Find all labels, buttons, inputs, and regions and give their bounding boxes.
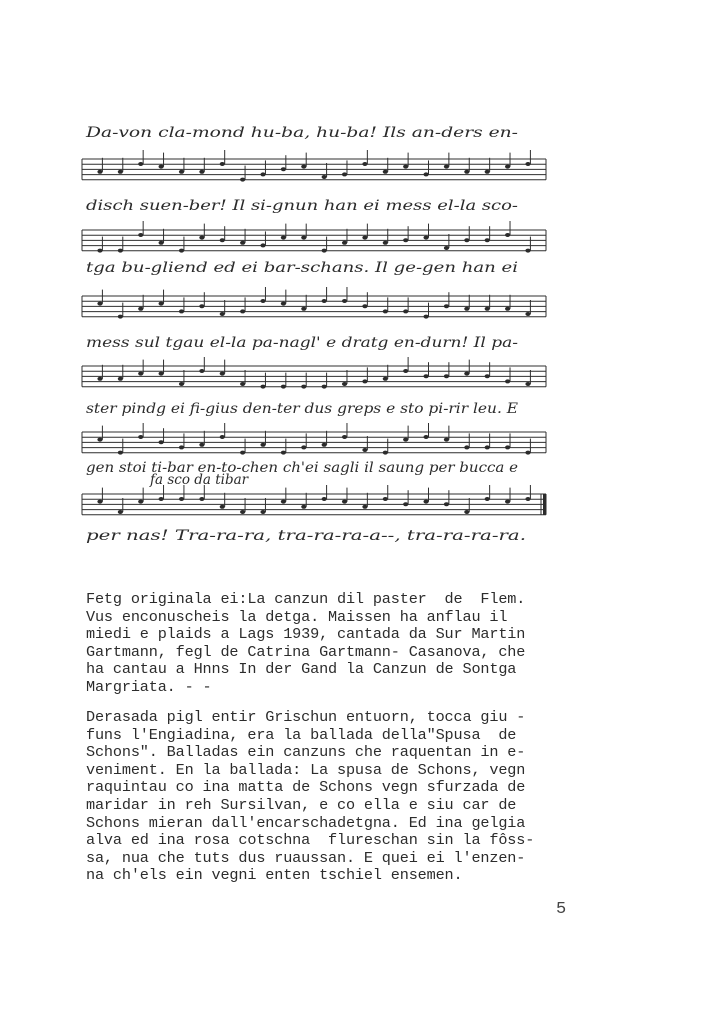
- note: [403, 165, 408, 169]
- note: [525, 382, 530, 386]
- note: [159, 372, 164, 376]
- note: [444, 438, 449, 442]
- note: [281, 236, 286, 240]
- text-line: alva ed ina rosa cotschna flureschan sin la fôss-: [86, 831, 535, 850]
- note: [505, 233, 510, 237]
- note: [464, 510, 469, 514]
- note: [485, 374, 490, 378]
- lyric-line: per nas! Tra-ra-ra, tra-ra-ra-a--, tra-ra-ra-ra.: [86, 528, 526, 544]
- note: [423, 435, 428, 439]
- note: [159, 165, 164, 169]
- text-line: Gartmann, fegl de Catrina Gartmann- Casanova, che: [86, 642, 526, 661]
- note: [444, 374, 449, 378]
- note: [464, 307, 469, 311]
- note: [240, 241, 245, 245]
- paragraph-origin: [86, 591, 686, 697]
- note: [464, 238, 469, 242]
- note: [383, 241, 388, 245]
- staff: [82, 485, 546, 515]
- page-number: 5: [556, 900, 567, 919]
- note: [260, 510, 265, 514]
- note: [342, 241, 347, 245]
- staff: [82, 221, 546, 253]
- note: [138, 500, 143, 504]
- note: [179, 497, 184, 501]
- note: [138, 233, 143, 237]
- text-line: veniment. En la ballada: La spusa de Schons, vegn: [86, 760, 526, 779]
- note: [220, 312, 225, 316]
- note: [138, 372, 143, 376]
- text-line: Derasada pigl entir Grischun entuorn, tocca giu -: [86, 708, 526, 726]
- text-line: ha cantau a Hnns In der Gand la Canzun de Sontga: [86, 660, 517, 679]
- note: [505, 445, 510, 449]
- note: [260, 299, 265, 303]
- note: [179, 445, 184, 449]
- note: [179, 170, 184, 174]
- staff: [82, 287, 546, 319]
- note: [383, 170, 388, 174]
- note: [97, 170, 102, 174]
- note: [281, 385, 286, 389]
- note: [362, 505, 367, 509]
- note: [505, 379, 510, 383]
- note: [118, 315, 123, 319]
- note: [423, 172, 428, 176]
- note: [179, 309, 184, 313]
- text-line: Fetg originala ei:La canzun dil paster de Flem.: [86, 590, 526, 608]
- note: [199, 443, 204, 447]
- note: [444, 246, 449, 250]
- note: [505, 500, 510, 504]
- note: [423, 500, 428, 504]
- note: [362, 236, 367, 240]
- note: [505, 307, 510, 311]
- note: [342, 500, 347, 504]
- note: [423, 315, 428, 319]
- note: [301, 385, 306, 389]
- note: [118, 377, 123, 381]
- performance-annotation: fa sco da tibar: [150, 472, 249, 488]
- note: [118, 510, 123, 514]
- note: [97, 500, 102, 504]
- note: [485, 497, 490, 501]
- lyric-line: gen stoi ti-bar en-to-chen ch'ei sagli il saung per bucca e: [86, 460, 518, 476]
- note: [118, 170, 123, 174]
- staff: [82, 150, 546, 182]
- text-line: Vus enconuscheis la detga. Maissen ha anflau il: [86, 607, 508, 626]
- note: [383, 497, 388, 501]
- note: [199, 369, 204, 373]
- note: [199, 170, 204, 174]
- note: [220, 435, 225, 439]
- text-line: Margriata. - -: [86, 677, 212, 696]
- lyric-line: Da-von cla-mond hu-ba, hu-ba! Ils an-ders en-: [84, 125, 519, 141]
- note: [220, 238, 225, 242]
- note: [118, 249, 123, 253]
- note: [464, 445, 469, 449]
- note: [97, 302, 102, 306]
- note: [199, 236, 204, 240]
- note: [322, 385, 327, 389]
- text-line: miedi e plaids a Lags 1939, cantada da Sur Martin: [86, 625, 526, 644]
- note: [240, 309, 245, 313]
- note: [179, 249, 184, 253]
- note: [322, 443, 327, 447]
- note: [159, 302, 164, 306]
- text-line: funs l'Engiadina, era la ballada della"Spusa de: [86, 725, 517, 744]
- note: [505, 165, 510, 169]
- note: [301, 505, 306, 509]
- note: [322, 175, 327, 179]
- note: [281, 500, 286, 504]
- note: [159, 440, 164, 444]
- paragraph-ballad: [86, 709, 686, 885]
- note: [464, 170, 469, 174]
- note: [220, 162, 225, 166]
- note: [220, 505, 225, 509]
- text-line: Schons mieran dall'encarschadetgna. Ed ina gelgia: [86, 813, 526, 832]
- note: [464, 372, 469, 376]
- note: [97, 249, 102, 253]
- note: [199, 497, 204, 501]
- text-line: na ch'els ein vegni enten tschiel ensemen.: [86, 866, 463, 885]
- note: [260, 243, 265, 247]
- note: [179, 382, 184, 386]
- note: [281, 167, 286, 171]
- lyric-line: tga bu-gliend ed ei bar-schans. Il ge-gen han ei: [86, 260, 518, 276]
- note: [485, 307, 490, 311]
- note: [403, 369, 408, 373]
- note: [383, 377, 388, 381]
- note: [159, 497, 164, 501]
- note: [240, 178, 245, 182]
- note: [281, 451, 286, 455]
- note: [240, 451, 245, 455]
- note: [301, 165, 306, 169]
- note: [301, 445, 306, 449]
- note: [199, 304, 204, 308]
- note: [423, 236, 428, 240]
- note: [342, 299, 347, 303]
- note: [220, 372, 225, 376]
- note: [383, 309, 388, 313]
- text-line: raquintau co ina matta de Schons vegn sfurzada de: [86, 778, 526, 797]
- note: [138, 162, 143, 166]
- note: [525, 451, 530, 455]
- note: [362, 304, 367, 308]
- note: [444, 502, 449, 506]
- note: [240, 382, 245, 386]
- note: [525, 162, 530, 166]
- note: [342, 382, 347, 386]
- note: [403, 438, 408, 442]
- note: [525, 312, 530, 316]
- note: [362, 379, 367, 383]
- note: [485, 170, 490, 174]
- staff: [82, 423, 546, 455]
- note: [342, 435, 347, 439]
- note: [138, 435, 143, 439]
- note: [301, 236, 306, 240]
- lyric-line: disch suen-ber! Il si-gnun han ei mess el-la sco-: [86, 198, 519, 214]
- note: [159, 241, 164, 245]
- note: [260, 443, 265, 447]
- note: [403, 238, 408, 242]
- note: [362, 162, 367, 166]
- note: [118, 451, 123, 455]
- note: [322, 497, 327, 501]
- note: [383, 451, 388, 455]
- note: [342, 172, 347, 176]
- note: [260, 385, 265, 389]
- note: [260, 172, 265, 176]
- note: [403, 309, 408, 313]
- note: [423, 374, 428, 378]
- text-line: sa, nua che tuts dus ruaussan. E quei ei l'enzen-: [86, 848, 526, 867]
- note: [525, 249, 530, 253]
- note: [322, 299, 327, 303]
- note: [281, 302, 286, 306]
- lyric-line: ster pindg ei fi-gius den-ter dus greps e sto pi-rir leu. E: [86, 401, 519, 417]
- note: [301, 307, 306, 311]
- note: [485, 445, 490, 449]
- note: [444, 304, 449, 308]
- text-line: maridar in reh Sursilvan, e co ella e siu car de: [86, 795, 517, 814]
- note: [525, 497, 530, 501]
- note: [485, 238, 490, 242]
- lyric-line: mess sul tgau el-la pa-nagl' e dratg en-durn! Il pa-: [86, 335, 519, 351]
- note: [97, 438, 102, 442]
- note: [240, 510, 245, 514]
- text-line: Schons". Balladas ein canzuns che raquentan in e-: [86, 743, 526, 762]
- note: [138, 307, 143, 311]
- note: [322, 249, 327, 253]
- note: [362, 448, 367, 452]
- note: [403, 502, 408, 506]
- note: [444, 165, 449, 169]
- note: [97, 377, 102, 381]
- staff: [82, 357, 546, 389]
